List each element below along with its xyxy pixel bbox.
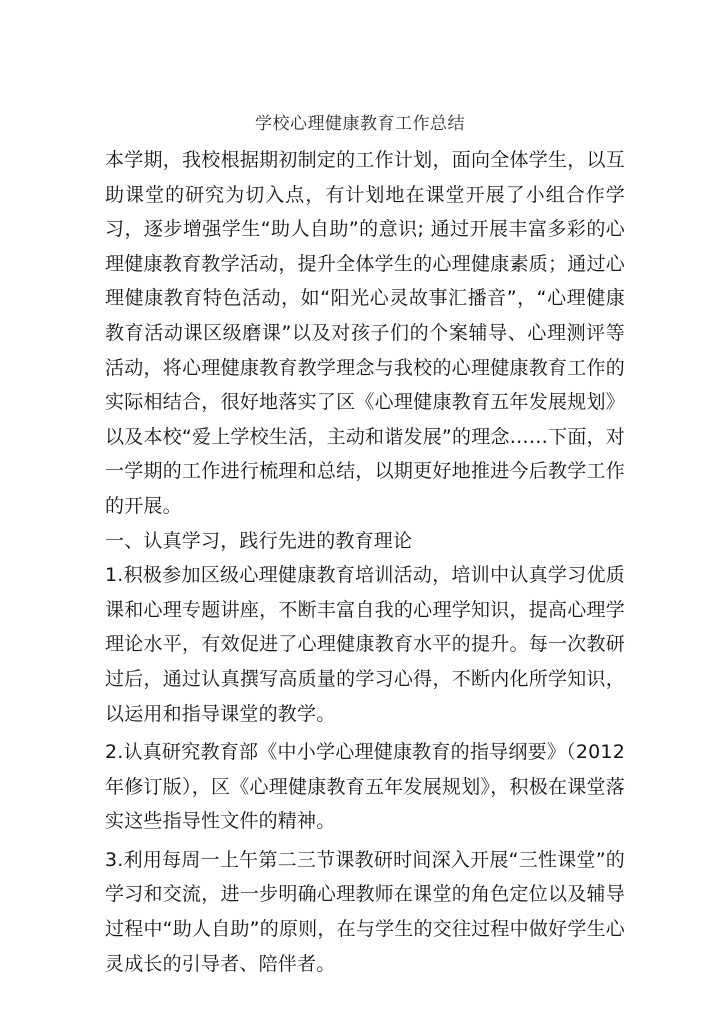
document-title: 学校心理健康教育工作总结 bbox=[255, 114, 465, 134]
item-paragraph-3: 3.利用每周一上午第二三节课教研时间深入开展“三性课堂”的学习和交流，进一步明确心理教师在课堂的角色定位以及辅导过程中“助人自助”的原则，在与学生的交往过程中做好学生心灵成长的引导者、陪伴者。 bbox=[105, 848, 625, 975]
intro-paragraph: 本学期，我校根据期初制定的工作计划，面向全体学生，以互助课堂的研究为切入点，有计划地在课堂开展了小组合作学习，逐步增强学生“助人自助”的意识; 通过开展丰富多彩的心理健康教育教学活动，提升全体学生的心理健康素质；通过心理健康教育特色活动，如“阳光心灵故事汇播音”，“心理健康教育活动课区级磨课”以及对孩子们的个案辅导、心理测评等活动，将心理健康教育教学理念与我校的心理健康教育工作的实际相结合，很好地落实了区《心理健康教育五年发展规划》以及本校“爱上学校生活，主动和谐发展”的理念……下面，对一学期的工作进行梳理和总结，以期更好地推进今后教学工作的开展。 bbox=[105, 149, 625, 517]
item-paragraph-1: 1.积极参加区级心理健康教育培训活动，培训中认真学习优质课和心理专题讲座，不断丰富自我的心理学知识，提高心理学理论水平，有效促进了心理健康教育水平的提升。每一次教研过后，通过认真撰写高质量的学习心得，不断内化所学知识，以运用和指导课堂的教学。 bbox=[105, 564, 625, 725]
document-body bbox=[105, 143, 625, 981]
item-paragraph-2: 2.认真研究教育部《中小学心理健康教育的指导纲要》（2012年修订版），区《心理健康教育五年发展规划》，积极在课堂落实这些指导性文件的精神。 bbox=[105, 741, 625, 833]
section-heading: 一、认真学习，践行先进的教育理论 bbox=[105, 529, 413, 552]
